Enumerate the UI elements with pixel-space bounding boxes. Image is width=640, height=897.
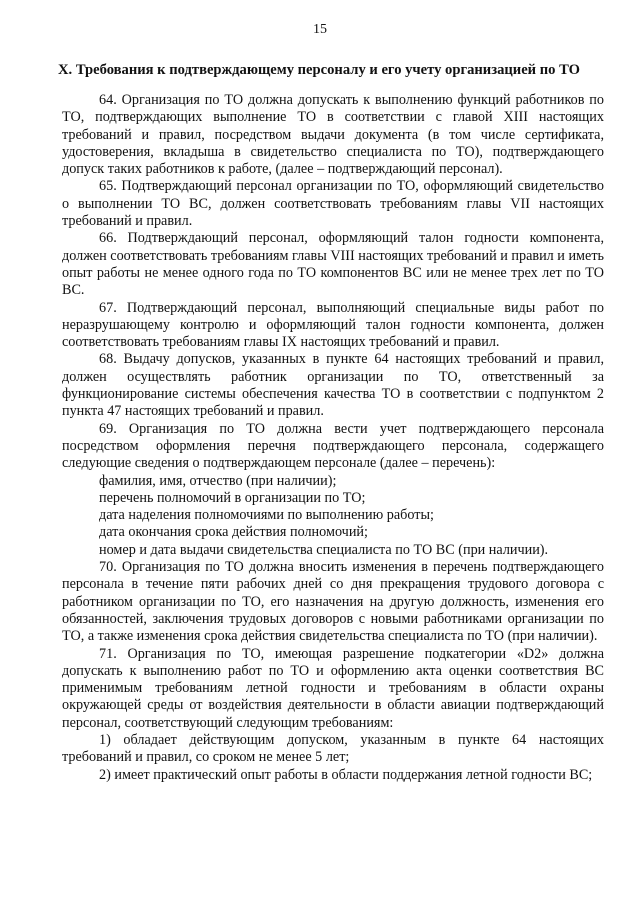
- paragraph-64: 64. Организация по ТО должна допускать к выполнению функций работников по ТО, подтверждающих выполнение ТО в соответствии с главой XIII настоящих требований и правил, посредством выдачи документа (в том числе сертификата, удостоверения, вкладыша в свидетельство специалиста по ТО), подтверждающего допуск таких работников к работе, (далее – подтверждающий персонал).: [62, 92, 604, 178]
- paragraph-69: 69. Организация по ТО должна вести учет подтверждающего персонала посредством оформления перечня подтверждающего персонала, содержащего следующие сведения о подтверждающем персонале (далее – перечень):: [62, 420, 604, 472]
- list-item: фамилия, имя, отчество (при наличии);: [99, 472, 337, 489]
- paragraph-67: 67. Подтверждающий персонал, выполняющий специальные виды работ по неразрушающему контролю и оформляющий талон годности компонента, должен соответствовать требованиям главы IX настоящих требований и правил.: [62, 299, 604, 351]
- paragraph-66: 66. Подтверждающий персонал, оформляющий талон годности компонента, должен соответствовать требованиям главы VIII настоящих требований и правил и иметь опыт работы не менее одного года по ТО компонентов ВС или не менее трех лет по ТО ВС.: [62, 230, 604, 299]
- section-heading: X. Требования к подтверждающему персоналу и его учету организацией по ТО: [58, 62, 580, 78]
- paragraph-65: 65. Подтверждающий персонал организации по ТО, оформляющий свидетельство о выполнении ТО ВС, должен соответствовать требованиям главы VII настоящих требований и правил.: [62, 178, 604, 230]
- paragraph-71: 71. Организация по ТО, имеющая разрешение подкатегории «D2» должна допускать к выполнению работ по ТО и оформлению акта оценки соответствия ВС применимым требованиям летной годности и требованиям в области охраны окружающей среды от воздействия деятельности в области авиации подтверждающий персонал, соответствующий следующим требованиям:: [62, 645, 604, 731]
- paragraph-68: 68. Выдачу допусков, указанных в пункте 64 настоящих требований и правил, должен осуществлять работник организации по ТО, ответственный за функционирование системы обеспечения качества ТО в соответствии с подпунктом 2 пункта 47 настоящих требований и правил.: [62, 351, 604, 420]
- page-number: 15: [313, 22, 327, 37]
- paragraph-70: 70. Организация по ТО должна вносить изменения в перечень подтверждающего персонала в течение пяти рабочих дней со дня прекращения трудового договора с работником организации по ТО, его назначения на другую должность, изменения его обязанностей, заключения трудовых договоров с новыми работниками организации по ТО, а также изменения срока действия свидетельства специалиста по ТО (при наличии).: [62, 559, 604, 645]
- list-item: перечень полномочий в организации по ТО;: [99, 489, 366, 506]
- subitem-1: 1) обладает действующим допуском, указанным в пункте 64 настоящих требований и правил, со сроком не менее 5 лет;: [62, 731, 604, 766]
- list-item: дата окончания срока действия полномочий;: [99, 524, 368, 541]
- list-item: номер и дата выдачи свидетельства специалиста по ТО ВС (при наличии).: [99, 541, 549, 558]
- list-item: дата наделения полномочиями по выполнению работы;: [99, 507, 434, 524]
- document-body: [62, 92, 604, 784]
- subitem-2: 2) имеет практический опыт работы в области поддержания летной годности ВС;: [99, 766, 593, 783]
